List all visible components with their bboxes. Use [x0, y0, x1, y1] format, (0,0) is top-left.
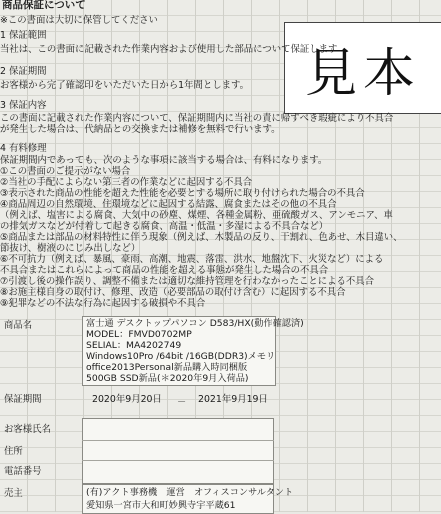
- customer-address-label: 住所: [4, 446, 23, 457]
- product-line: Windows10Pro /64bit /16GB(DDR3)メモリ: [86, 351, 276, 362]
- sample-stamp: [284, 22, 441, 114]
- scope-heading: 1 保証範囲: [0, 30, 47, 41]
- seller-label: 売主: [4, 488, 23, 499]
- warranty-start: 2020年9月20日: [92, 394, 162, 405]
- sample-stamp-text: 見本: [304, 43, 421, 104]
- paid-item: （例えば、塩害による腐食、大気中の砂塵、煤煙、各種金属粉、亜硫酸ガス、アンモニア、車: [0, 210, 393, 221]
- paid-item: 不具合またはこれらによって商品の性能を超える事態が発生した場合の不具合: [0, 265, 329, 276]
- paid-item: 節抜け、樹液のにじみ出しなど）: [0, 243, 141, 254]
- product-line: office2013Personal新品購入時同梱版: [86, 362, 248, 373]
- paid-intro: 保証期間内であっても、次のような事項に該当する場合は、有料になります。: [0, 155, 328, 166]
- intro-note: ※この書面は大切に保管してください: [0, 15, 158, 26]
- warranty-separator: －: [177, 397, 187, 408]
- customer-phone-label: 電話番号: [4, 466, 42, 477]
- scope-text: 当社は、この書面に記載された作業内容および使用した部品について保証します: [0, 44, 338, 55]
- paid-item: の排気ガスなどが付着して起きる腐食、高温・低温・多湿による不具合など）: [0, 221, 329, 232]
- paid-heading: 4 有料修理: [0, 143, 47, 154]
- content-line-1: この書面に記載された作業内容について、保証期間内に当社の責に帰すべき瑕疵により不具合: [0, 113, 394, 124]
- period-text: お客様から完了確認印をいただいた日から1年間とします。: [0, 80, 249, 91]
- paid-item: ④商品周辺の自然環境、住環境などに起因する結露、腐食またはその他の不具合: [0, 199, 337, 210]
- warranty-label: 保証期間: [4, 394, 42, 405]
- paid-item: ②当社の手配によらない第三者の作業などに起因する不具合: [0, 177, 253, 188]
- product-line: 富士通 デスクトップパソコン D583/HX(動作確認済): [86, 318, 304, 329]
- product-line: MODEL：FMVD0702MP: [86, 329, 192, 340]
- period-heading: 2 保証期間: [0, 66, 47, 77]
- customer-box: [82, 418, 274, 484]
- product-label: 商品名: [4, 320, 33, 331]
- seller-name: (有)アクト事務機 運営 オフィスコンサルタント: [86, 487, 294, 498]
- divider: [82, 440, 274, 441]
- seller-address: 愛知県一宮市大和町妙興寺宇平蔵61: [86, 500, 236, 511]
- divider: [82, 460, 274, 461]
- warranty-end: 2021年9月19日: [198, 394, 268, 405]
- content-heading: 3 保証内容: [0, 100, 47, 111]
- product-line: SELIAL：MA4202749: [86, 340, 182, 351]
- paid-item: ③表示された商品の性能を超えた性能を必要とする場所に取り付けられた場合の不具合: [0, 188, 365, 199]
- paid-item: ⑨犯罪などの不法な行為に起因する破損や不具合: [0, 298, 206, 309]
- paid-item: ⑥不可抗力（例えば、暴風、豪雨、高潮、地震、落雷、洪水、地盤沈下、火災など）による: [0, 254, 384, 265]
- content-line-2: が発生した場合は、代納品との交換または補修を無料で行います。: [0, 124, 281, 135]
- paid-item: ⑧お施主様自身の取付け、修理、改造（必要部品の取付け含む）に起因する不具合: [0, 287, 346, 298]
- paid-item: ①この書面のご提示がない場合: [0, 166, 131, 177]
- paid-item: ⑤商品または部品の材料特性に伴う現象（例えば、木製品の反り、干割れ、色あせ、木目違い、: [0, 232, 403, 243]
- paid-item: ⑦引渡し後の操作誤り、調整不備または適切な維持管理を行わなかったことによる不具合: [0, 276, 375, 287]
- customer-name-label: お客様氏名: [4, 424, 51, 435]
- product-line: 500GB SSD新品(＊2020年9月入荷品): [86, 373, 249, 384]
- page-title: 商品保証について: [2, 0, 86, 11]
